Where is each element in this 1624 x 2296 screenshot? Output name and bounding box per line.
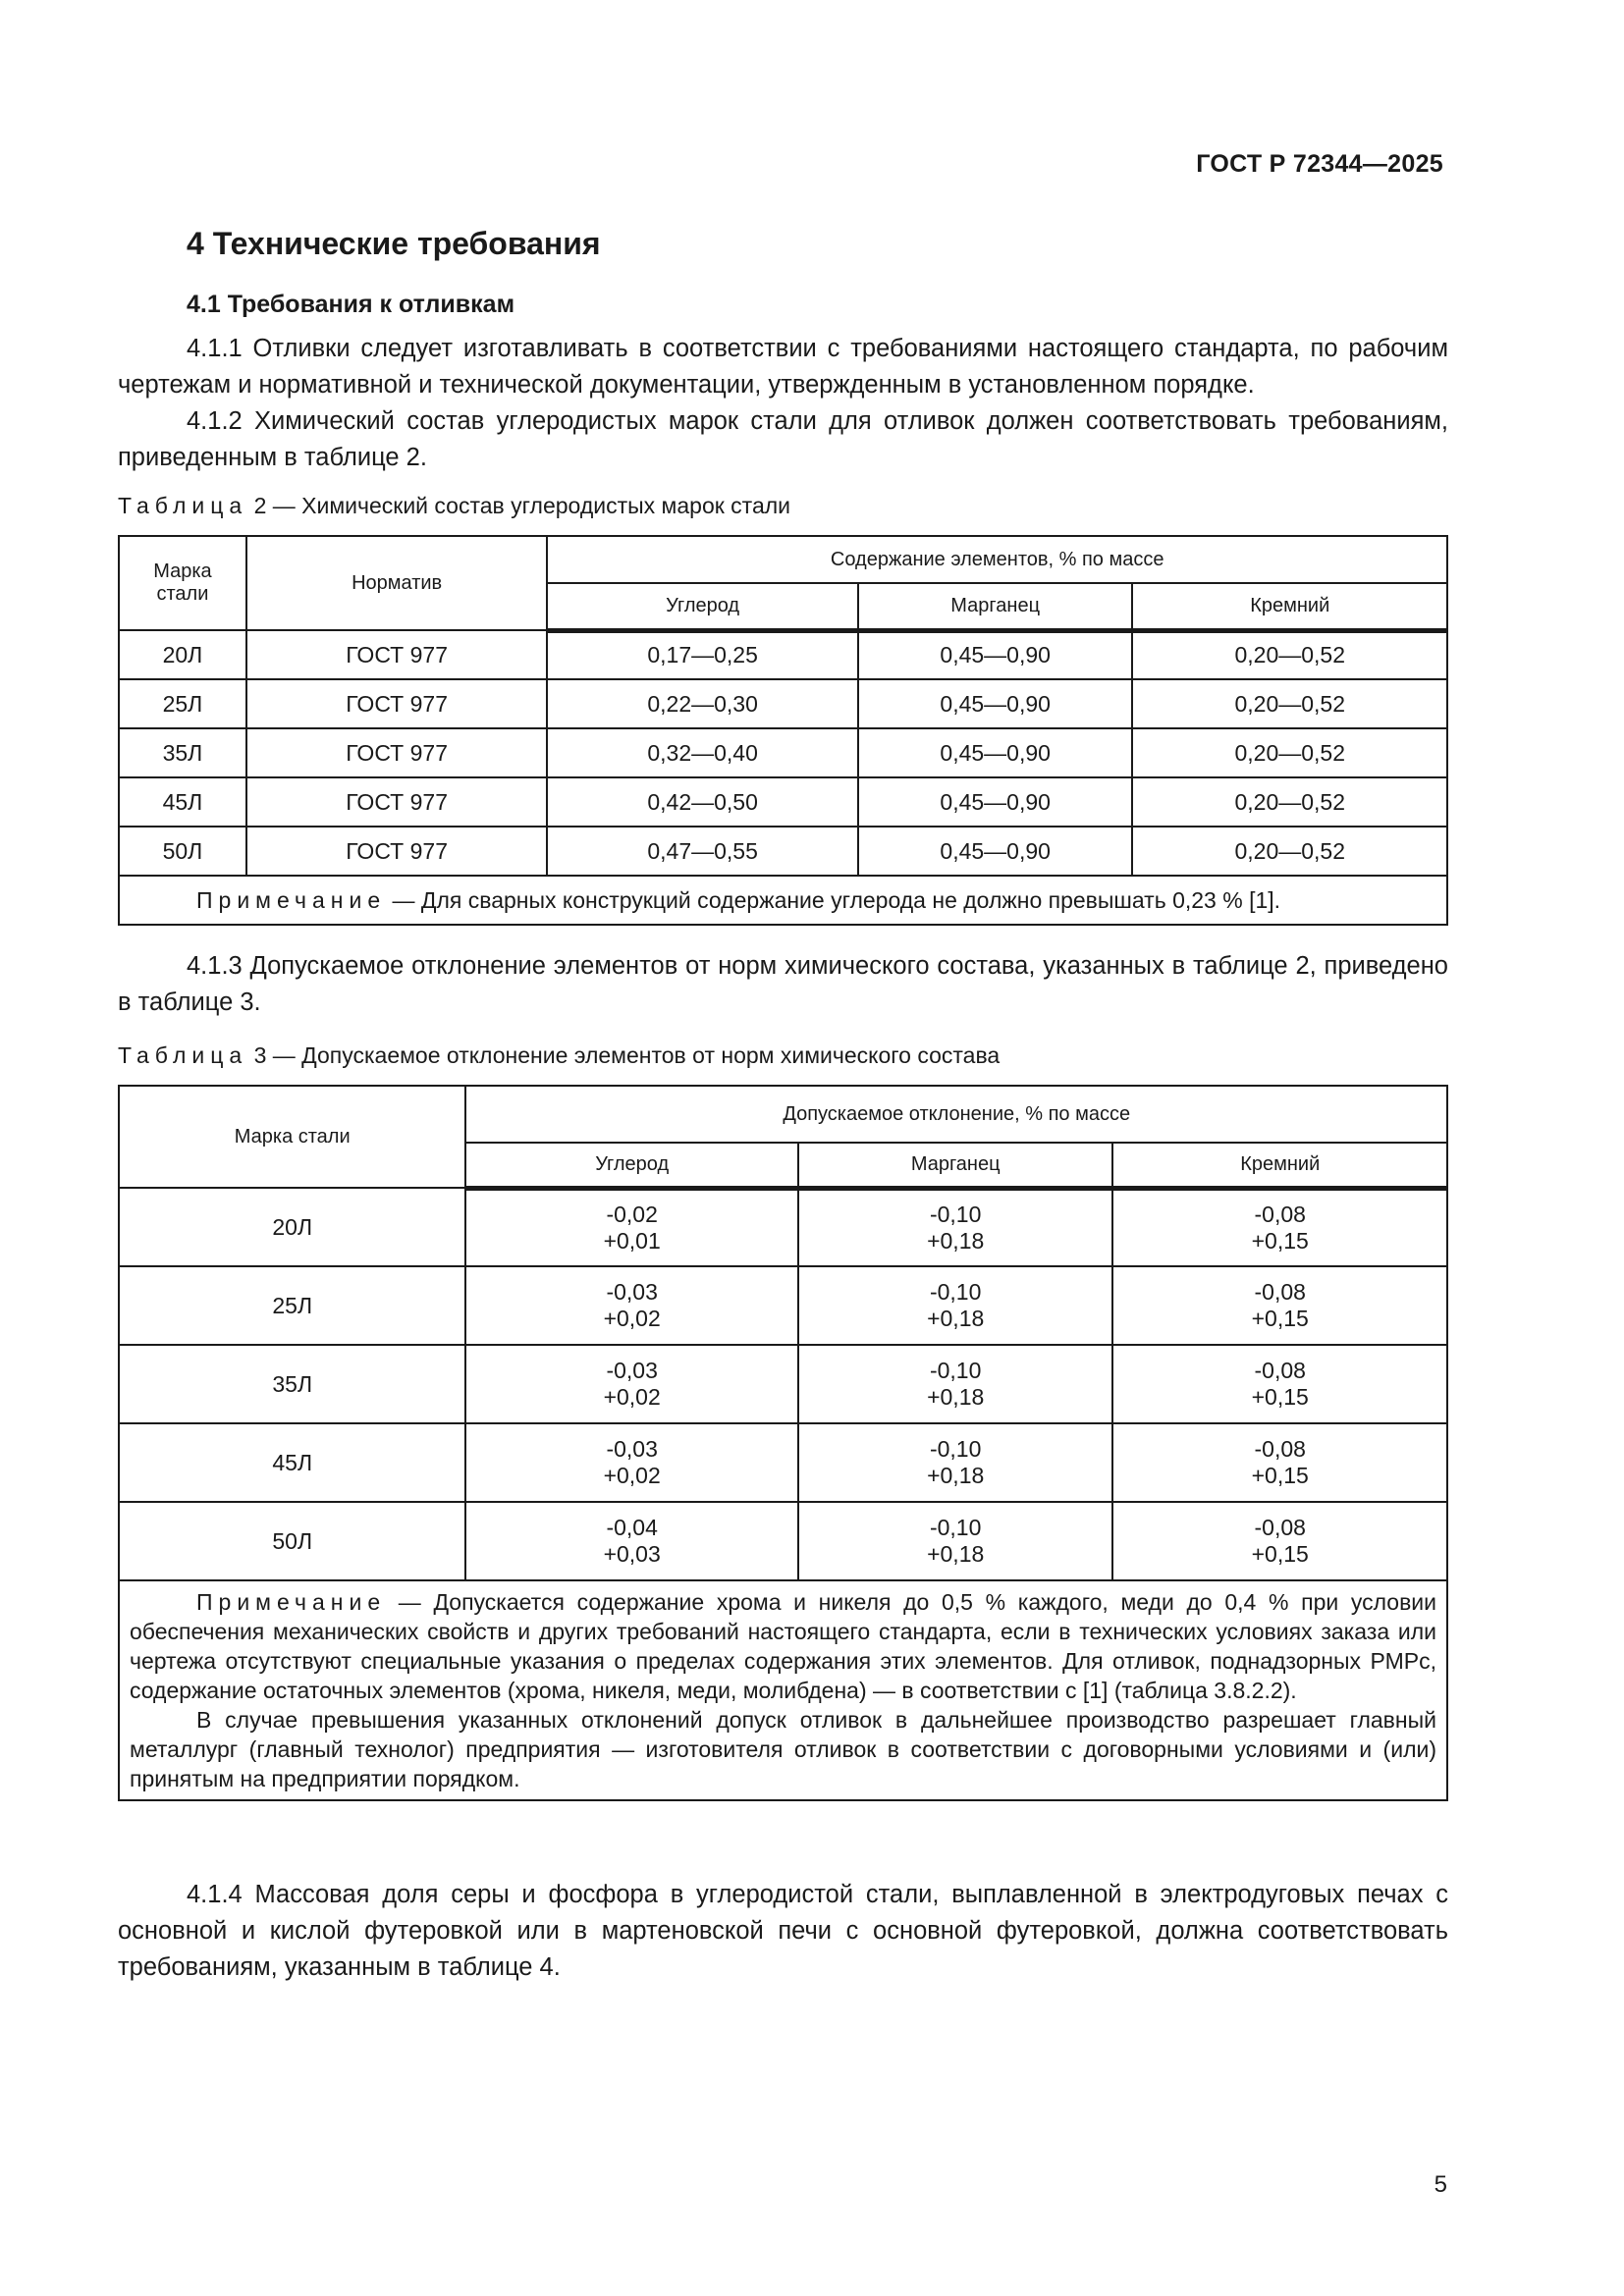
- deviation-plus: +0,15: [1251, 1227, 1309, 1254]
- cell-grade: 45Л: [119, 777, 246, 827]
- deviation-minus: -0,04: [606, 1515, 658, 1540]
- cell-silicon: [1112, 1502, 1447, 1580]
- header-deviation: Допускаемое отклонение, % по массе: [465, 1086, 1447, 1143]
- cell-grade: 35Л: [119, 728, 246, 777]
- deviation-plus: +0,18: [927, 1463, 985, 1488]
- header-carbon: Углерод: [465, 1143, 797, 1188]
- header-grade: Марка стали: [119, 1086, 465, 1188]
- paragraph-4-1-3: 4.1.3 Допускаемое отклонение элементов от норм химического состава, указанных в таблице 2, приведено в таблице 3.: [118, 952, 1448, 1016]
- cell-carbon: [465, 1266, 797, 1345]
- cell-carbon: [465, 1502, 797, 1580]
- cell-carbon: 0,22—0,30: [547, 679, 857, 728]
- cell-manganese: [798, 1345, 1113, 1423]
- cell-manganese: [798, 1502, 1113, 1580]
- deviation-minus: -0,08: [1254, 1358, 1306, 1383]
- cell-carbon: 0,47—0,55: [547, 827, 857, 876]
- cell-grade: 45Л: [119, 1423, 465, 1502]
- note-paragraph-1: [130, 1587, 1436, 1705]
- table-3-caption-text: 3 — Допускаемое отклонение элементов от норм химического состава: [247, 1042, 1001, 1068]
- cell-silicon: 0,20—0,52: [1132, 728, 1447, 777]
- deviation-minus: -0,10: [929, 1358, 982, 1383]
- paragraph-4-1-2: 4.1.2 Химический состав углеродистых марок стали для отливок должен соответствовать требованиям, приведенным в таблице 2.: [118, 407, 1448, 471]
- deviation-minus: -0,03: [606, 1358, 658, 1383]
- header-content: Содержание элементов, % по массе: [547, 536, 1447, 583]
- table-2-chemical-composition: [118, 535, 1448, 926]
- deviation-plus: +0,15: [1251, 1541, 1309, 1567]
- cell-silicon: [1112, 1266, 1447, 1345]
- note-text: — Для сварных конструкций содержание углерода не должно превышать 0,23 % [1].: [386, 887, 1281, 913]
- cell-carbon: 0,42—0,50: [547, 777, 857, 827]
- cell-grade: 25Л: [119, 1266, 465, 1345]
- cell-carbon: 0,17—0,25: [547, 630, 857, 679]
- table-3-caption: [118, 1042, 1000, 1069]
- cell-standard: ГОСТ 977: [246, 827, 548, 876]
- note-paragraph-2: В случае превышения указанных отклонений допуск отливок в дальнейшее производство разрешает главный металлург (главный технолог) предприятия — изготовителя отливок в соответствии с договорными условиями и (или) принятым на предприятии порядком.: [130, 1707, 1436, 1791]
- cell-grade: 25Л: [119, 679, 246, 728]
- header-standard: Норматив: [246, 536, 548, 630]
- table-row: [119, 1188, 1447, 1266]
- deviation-plus: +0,15: [1251, 1463, 1309, 1488]
- table-2-caption: [118, 493, 790, 519]
- cell-grade: 50Л: [119, 1502, 465, 1580]
- table-3-note: [119, 1580, 1447, 1800]
- deviation-minus: -0,03: [606, 1279, 658, 1305]
- cell-silicon: 0,20—0,52: [1132, 827, 1447, 876]
- cell-carbon: [465, 1345, 797, 1423]
- table-row: [119, 728, 1447, 777]
- cell-manganese: [798, 1188, 1113, 1266]
- table-row: [119, 827, 1447, 876]
- table-3-allowed-deviation: [118, 1085, 1448, 1801]
- deviation-minus: -0,03: [606, 1436, 658, 1462]
- page-number: 5: [1434, 2171, 1447, 2198]
- table-3-caption-label: Таблица: [118, 1042, 248, 1068]
- deviation-minus: -0,02: [606, 1201, 658, 1227]
- note-label: Примечание: [196, 887, 387, 913]
- table-row: [119, 777, 1447, 827]
- header-grade: Марка стали: [119, 536, 246, 630]
- document-code: ГОСТ Р 72344—2025: [1196, 150, 1443, 178]
- cell-manganese: [798, 1266, 1113, 1345]
- deviation-plus: +0,18: [927, 1384, 985, 1410]
- deviation-minus: -0,10: [929, 1279, 982, 1305]
- cell-grade: 20Л: [119, 630, 246, 679]
- table-row: [119, 1502, 1447, 1580]
- cell-silicon: 0,20—0,52: [1132, 679, 1447, 728]
- deviation-minus: -0,08: [1254, 1436, 1306, 1462]
- cell-grade: 35Л: [119, 1345, 465, 1423]
- cell-silicon: 0,20—0,52: [1132, 777, 1447, 827]
- deviation-plus: +0,02: [603, 1306, 661, 1331]
- cell-standard: ГОСТ 977: [246, 728, 548, 777]
- table-2-caption-text: 2 — Химический состав углеродистых марок стали: [247, 493, 791, 518]
- table-note-row: [119, 1580, 1447, 1800]
- cell-carbon: [465, 1188, 797, 1266]
- table-2-caption-label: Таблица: [118, 493, 248, 518]
- cell-standard: ГОСТ 977: [246, 679, 548, 728]
- section-title: 4 Технические требования: [187, 226, 601, 261]
- cell-carbon: [465, 1423, 797, 1502]
- cell-standard: ГОСТ 977: [246, 777, 548, 827]
- deviation-plus: +0,02: [603, 1384, 661, 1410]
- deviation-minus: -0,08: [1254, 1201, 1306, 1227]
- deviation-minus: -0,10: [929, 1515, 982, 1540]
- header-manganese: Марганец: [858, 583, 1133, 630]
- header-manganese: Марганец: [798, 1143, 1113, 1188]
- paragraph-4-1-4: 4.1.4 Массовая доля серы и фосфора в углеродистой стали, выплавленной в электродуговых печах с основной и кислой футеровкой или в мартеновской печи с основной футеровкой, должна соответствовать требованиям, указанным в таблице 4.: [118, 1881, 1448, 1981]
- deviation-minus: -0,08: [1254, 1515, 1306, 1540]
- cell-standard: ГОСТ 977: [246, 630, 548, 679]
- cell-manganese: 0,45—0,90: [858, 630, 1133, 679]
- deviation-plus: +0,01: [603, 1227, 661, 1254]
- table-2-note: [119, 876, 1447, 925]
- table-row: [119, 1423, 1447, 1502]
- cell-silicon: [1112, 1345, 1447, 1423]
- cell-grade: 20Л: [119, 1188, 465, 1266]
- deviation-minus: -0,10: [929, 1201, 982, 1227]
- header-silicon: Кремний: [1112, 1143, 1447, 1188]
- deviation-plus: +0,18: [927, 1227, 985, 1254]
- deviation-plus: +0,18: [927, 1306, 985, 1331]
- deviation-plus: +0,03: [603, 1541, 661, 1567]
- paragraph-4-1-1: 4.1.1 Отливки следует изготавливать в соответствии с требованиями настоящего стандарта, по рабочим чертежам и нормативной и технической документации, утвержденным в установленном порядке.: [118, 335, 1448, 399]
- table-row: [119, 679, 1447, 728]
- cell-grade: 50Л: [119, 827, 246, 876]
- cell-silicon: [1112, 1423, 1447, 1502]
- note-label: Примечание: [196, 1589, 387, 1615]
- deviation-minus: -0,08: [1254, 1279, 1306, 1305]
- deviation-plus: +0,02: [603, 1463, 661, 1488]
- header-carbon: Углерод: [547, 583, 857, 630]
- table-note-row: [119, 876, 1447, 925]
- note-text: — Допускается содержание хрома и никеля до 0,5 % каждого, меди до 0,4 % при условии обеспечения механических свойств и других требований настоящего стандарта, если в технических условиях заказа или чертежа отсутствуют специальные указания о пределах содержания этих элементов. Для отливок, поднадзорных РМРс, содержание остаточных элементов (хрома, никеля, меди, молибдена) — в соответствии с [1] (таблица 3.8.2.2).: [130, 1589, 1436, 1703]
- deviation-plus: +0,18: [927, 1541, 985, 1567]
- deviation-plus: +0,15: [1251, 1384, 1309, 1410]
- table-row: [119, 630, 1447, 679]
- cell-silicon: 0,20—0,52: [1132, 630, 1447, 679]
- cell-manganese: [798, 1423, 1113, 1502]
- cell-carbon: 0,32—0,40: [547, 728, 857, 777]
- subsection-title: 4.1 Требования к отливкам: [187, 291, 515, 318]
- cell-manganese: 0,45—0,90: [858, 679, 1133, 728]
- cell-silicon: [1112, 1188, 1447, 1266]
- cell-manganese: 0,45—0,90: [858, 827, 1133, 876]
- cell-manganese: 0,45—0,90: [858, 728, 1133, 777]
- table-row: [119, 1266, 1447, 1345]
- table-row: [119, 1345, 1447, 1423]
- header-silicon: Кремний: [1132, 583, 1447, 630]
- deviation-plus: +0,15: [1251, 1306, 1309, 1331]
- deviation-minus: -0,10: [929, 1436, 982, 1462]
- cell-manganese: 0,45—0,90: [858, 777, 1133, 827]
